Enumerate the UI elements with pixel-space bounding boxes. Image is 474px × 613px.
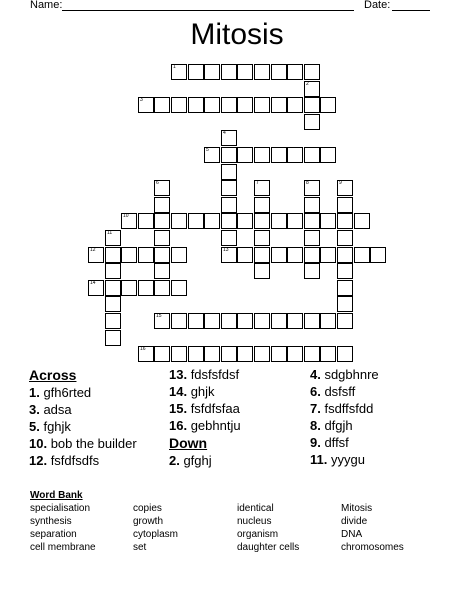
grid-cell[interactable] [304, 346, 320, 362]
word-bank-word: copies [133, 503, 162, 514]
grid-cell[interactable] [121, 247, 137, 263]
clues-column-3 [310, 366, 450, 468]
grid-cell[interactable] [121, 213, 137, 229]
grid-cell[interactable] [271, 346, 287, 362]
clue-text: dfgjh [320, 418, 353, 433]
clue-number: 1 [173, 64, 176, 70]
clue-item [310, 400, 450, 417]
clue-text: gebhntju [187, 418, 241, 433]
grid-cell[interactable] [254, 230, 270, 246]
grid-cell[interactable] [204, 97, 220, 113]
clue-text: fdsfsfdsf [187, 367, 240, 382]
clue-number: 8. [310, 418, 321, 433]
word-bank-word: DNA [341, 529, 363, 540]
clue-item [169, 452, 304, 469]
grid-cell[interactable] [138, 213, 154, 229]
grid-cell[interactable] [271, 247, 287, 263]
clue-number: 1. [29, 385, 40, 400]
grid-cell[interactable] [171, 64, 187, 80]
clue-number: 4 [223, 130, 226, 136]
grid-cell[interactable] [271, 313, 287, 329]
name-label: Name: [30, 0, 63, 11]
clue-number: 14 [90, 280, 96, 286]
clue-number: 14. [169, 384, 188, 399]
grid-cell[interactable] [154, 180, 170, 196]
grid-cell[interactable] [105, 330, 121, 346]
grid-cell[interactable] [154, 280, 170, 296]
grid-cell[interactable] [221, 230, 237, 246]
grid-cell[interactable] [271, 147, 287, 163]
clue-number: 6 [156, 180, 159, 186]
word-bank-word: organism [237, 529, 279, 540]
grid-cell[interactable] [320, 346, 336, 362]
clue-text: adsa [39, 402, 72, 417]
grid-cell[interactable] [221, 213, 237, 229]
clue-number: 5. [29, 419, 40, 434]
grid-cell[interactable] [154, 247, 170, 263]
grid-cell[interactable] [221, 97, 237, 113]
grid-cell[interactable] [304, 147, 320, 163]
clue-number: 13. [169, 367, 188, 382]
clue-number: 6. [310, 384, 321, 399]
clue-number: 3 [140, 97, 143, 103]
clue-number: 7 [256, 180, 259, 186]
clue-item [169, 417, 304, 434]
grid-cell[interactable] [105, 247, 121, 263]
grid-cell[interactable] [304, 247, 320, 263]
grid-cell[interactable] [188, 346, 204, 362]
grid-cell[interactable] [221, 180, 237, 196]
grid-cell[interactable] [237, 213, 253, 229]
word-bank-word: set [133, 542, 147, 553]
grid-cell[interactable] [221, 346, 237, 362]
clue-text: gfh6rted [39, 385, 92, 400]
grid-cell[interactable] [320, 247, 336, 263]
grid-cell[interactable] [204, 64, 220, 80]
clue-item [310, 383, 450, 400]
clues-column-1 [29, 366, 169, 469]
grid-cell[interactable] [337, 280, 353, 296]
grid-cell[interactable] [188, 313, 204, 329]
grid-cell[interactable] [271, 64, 287, 80]
grid-cell[interactable] [188, 213, 204, 229]
grid-cell[interactable] [237, 97, 253, 113]
clue-text: bob the builder [47, 436, 137, 451]
clue-number: 4. [310, 367, 321, 382]
clue-text: dsfsff [320, 384, 356, 399]
grid-cell[interactable] [154, 97, 170, 113]
grid-cell[interactable] [254, 247, 270, 263]
page-title: Mitosis [190, 18, 284, 51]
grid-cell[interactable] [320, 313, 336, 329]
word-bank-heading: Word Bank [30, 490, 83, 501]
word-bank-word: identical [237, 503, 274, 514]
grid-cell[interactable] [337, 247, 353, 263]
grid-cell[interactable] [171, 97, 187, 113]
grid-cell[interactable] [171, 313, 187, 329]
clue-item [29, 418, 169, 435]
across-clue-list [29, 384, 169, 469]
grid-cell[interactable] [304, 213, 320, 229]
across-heading: Across [29, 367, 77, 383]
grid-cell[interactable] [105, 230, 121, 246]
clue-text: gfghj [179, 453, 212, 468]
word-bank-row [30, 515, 450, 528]
clue-item [29, 452, 169, 469]
grid-cell[interactable] [138, 97, 154, 113]
clue-number: 16. [169, 418, 188, 433]
grid-cell[interactable] [221, 64, 237, 80]
word-bank-word: chromosomes [341, 542, 404, 553]
clue-item [169, 383, 304, 400]
clue-item [310, 366, 450, 383]
clue-item [169, 366, 304, 383]
word-bank-list [30, 502, 450, 554]
clue-number: 7. [310, 401, 321, 416]
grid-cell[interactable] [154, 313, 170, 329]
grid-cell[interactable] [287, 97, 303, 113]
down-heading: Down [169, 435, 208, 451]
clue-number: 15 [156, 313, 162, 319]
grid-cell[interactable] [337, 263, 353, 279]
clue-text: dffsf [320, 435, 349, 450]
grid-cell[interactable] [221, 247, 237, 263]
grid-cell[interactable] [237, 147, 253, 163]
grid-cell[interactable] [221, 197, 237, 213]
grid-cell[interactable] [138, 346, 154, 362]
grid-cell[interactable] [221, 147, 237, 163]
grid-cell[interactable] [271, 213, 287, 229]
clue-text: fsfdfsfaa [187, 401, 240, 416]
grid-cell[interactable] [105, 296, 121, 312]
grid-cell[interactable] [337, 213, 353, 229]
clue-text: fsfdfsdfs [47, 453, 100, 468]
grid-cell[interactable] [254, 147, 270, 163]
clue-text: fghjk [39, 419, 71, 434]
word-bank-word: separation [30, 529, 77, 540]
word-bank-word: Mitosis [341, 503, 373, 514]
grid-cell[interactable] [304, 313, 320, 329]
grid-cell[interactable] [204, 313, 220, 329]
word-bank-word: specialisation [30, 503, 91, 514]
grid-cell[interactable] [105, 313, 121, 329]
grid-cell[interactable] [105, 263, 121, 279]
clue-number: 10. [29, 436, 48, 451]
grid-cell[interactable] [287, 346, 303, 362]
grid-cell[interactable] [304, 197, 320, 213]
word-bank-word: divide [341, 516, 368, 527]
grid-cell[interactable] [204, 213, 220, 229]
grid-cell[interactable] [287, 213, 303, 229]
down-clue-list-continued [310, 366, 450, 468]
grid-cell[interactable] [304, 97, 320, 113]
clue-text: yyygu [327, 452, 365, 467]
grid-cell[interactable] [337, 296, 353, 312]
clue-number: 2. [169, 453, 180, 468]
grid-cell[interactable] [88, 280, 104, 296]
clue-number: 2 [306, 81, 309, 87]
word-bank-word: daughter cells [237, 542, 300, 553]
grid-cell[interactable] [237, 247, 253, 263]
grid-cell[interactable] [254, 197, 270, 213]
clue-number: 12 [90, 247, 96, 253]
grid-cell[interactable] [171, 280, 187, 296]
clue-text: sdgbhnre [320, 367, 379, 382]
clue-number: 13 [223, 247, 229, 253]
grid-cell[interactable] [304, 263, 320, 279]
clue-item [29, 435, 169, 452]
grid-cell[interactable] [237, 346, 253, 362]
grid-cell[interactable] [237, 313, 253, 329]
clue-number: 9. [310, 435, 321, 450]
clue-item [310, 417, 450, 434]
grid-cell[interactable] [221, 313, 237, 329]
grid-cell[interactable] [121, 280, 137, 296]
grid-cell[interactable] [254, 97, 270, 113]
grid-cell[interactable] [254, 263, 270, 279]
grid-cell[interactable] [354, 247, 370, 263]
grid-cell[interactable] [154, 213, 170, 229]
clue-item [310, 434, 450, 451]
grid-cell[interactable] [287, 147, 303, 163]
grid-cell[interactable] [237, 64, 253, 80]
grid-cell[interactable] [221, 164, 237, 180]
grid-cell[interactable] [105, 280, 121, 296]
grid-cell[interactable] [188, 64, 204, 80]
grid-cell[interactable] [370, 247, 386, 263]
grid-cell[interactable] [138, 247, 154, 263]
grid-cell[interactable] [354, 213, 370, 229]
clue-number: 11. [310, 452, 328, 467]
grid-cell[interactable] [287, 247, 303, 263]
word-bank-row [30, 541, 450, 554]
grid-cell[interactable] [154, 230, 170, 246]
grid-cell[interactable] [171, 346, 187, 362]
grid-cell[interactable] [254, 213, 270, 229]
clue-number: 15. [169, 401, 188, 416]
clues-column-2 [169, 366, 304, 469]
word-bank [30, 490, 450, 554]
clue-text: fsdffsfdd [320, 401, 374, 416]
grid-cell[interactable] [287, 313, 303, 329]
word-bank-word: synthesis [30, 516, 72, 527]
grid-cell[interactable] [254, 346, 270, 362]
clue-number: 9 [339, 180, 342, 186]
grid-cell[interactable] [204, 346, 220, 362]
word-bank-row [30, 528, 450, 541]
grid-cell[interactable] [254, 313, 270, 329]
grid-cell[interactable] [154, 263, 170, 279]
grid-cell[interactable] [337, 230, 353, 246]
grid-cell[interactable] [337, 197, 353, 213]
grid-cell[interactable] [138, 280, 154, 296]
clue-item [29, 401, 169, 418]
grid-cell[interactable] [320, 147, 336, 163]
grid-cell[interactable] [304, 180, 320, 196]
grid-cell[interactable] [171, 247, 187, 263]
grid-cell[interactable] [304, 230, 320, 246]
clue-number: 10 [123, 213, 129, 219]
clue-number: 5 [206, 147, 209, 153]
grid-cell[interactable] [337, 313, 353, 329]
grid-cell[interactable] [287, 64, 303, 80]
word-bank-word: cytoplasm [133, 529, 179, 540]
clue-number: 12. [29, 453, 48, 468]
clue-number: 16 [140, 346, 146, 352]
grid-cell[interactable] [221, 130, 237, 146]
grid-cell[interactable] [204, 147, 220, 163]
clue-number: 8 [306, 180, 309, 186]
grid-cell[interactable] [254, 64, 270, 80]
grid-cell[interactable] [337, 346, 353, 362]
grid-cell[interactable] [271, 97, 287, 113]
grid-cell[interactable] [304, 64, 320, 80]
clue-item [29, 384, 169, 401]
clue-number: 3. [29, 402, 40, 417]
grid-cell[interactable] [188, 97, 204, 113]
clue-number: 11 [107, 230, 113, 236]
grid-cell[interactable] [304, 114, 320, 130]
grid-cell[interactable] [154, 346, 170, 362]
grid-cell[interactable] [254, 180, 270, 196]
word-bank-row [30, 502, 450, 515]
clue-item [310, 451, 450, 468]
word-bank-word: nucleus [237, 516, 272, 527]
word-bank-word: cell membrane [30, 542, 96, 553]
grid-cell[interactable] [171, 213, 187, 229]
grid-cell[interactable] [154, 197, 170, 213]
grid-cell[interactable] [88, 247, 104, 263]
grid-cell[interactable] [304, 81, 320, 97]
word-bank-word: growth [133, 516, 164, 527]
grid-cell[interactable] [320, 97, 336, 113]
grid-cell[interactable] [337, 180, 353, 196]
clue-item [169, 400, 304, 417]
grid-cell[interactable] [320, 213, 336, 229]
down-clue-list [169, 452, 304, 469]
date-label: Date: [364, 0, 391, 11]
across-clue-list-continued [169, 366, 304, 434]
clue-text: ghjk [187, 384, 215, 399]
